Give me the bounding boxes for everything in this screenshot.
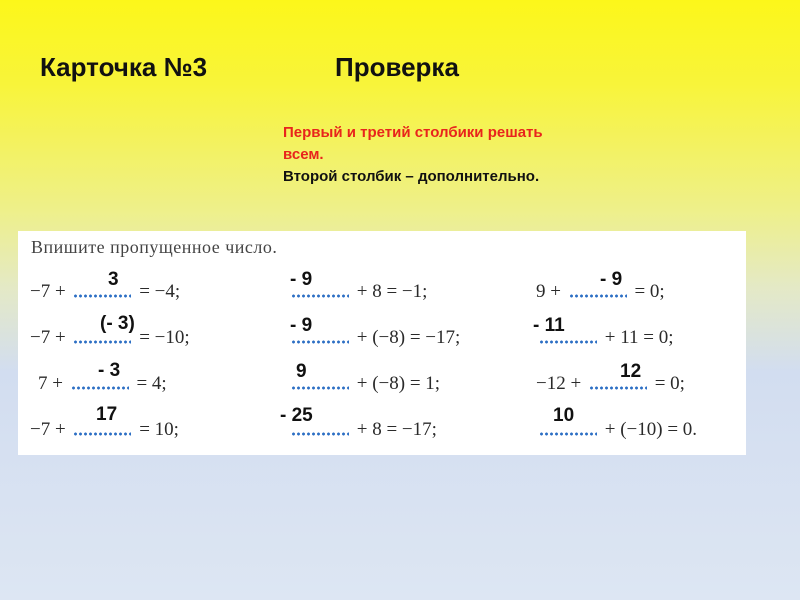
check-title: Проверка [335, 52, 459, 82]
answer-c1-r1: 3 [108, 269, 119, 290]
answer-c1-r2: (- 3) [100, 313, 135, 334]
equation-c2-r1: + 8 = −1; [288, 281, 427, 303]
answer-c1-r4: 17 [96, 404, 118, 425]
blank-dots [589, 385, 647, 391]
answer-c3-r3: 12 [620, 361, 642, 382]
equation-c2-r2: + (−8) = −17; [288, 327, 460, 349]
blank-dots [73, 431, 131, 437]
answer-c1-r3: - 3 [98, 360, 121, 381]
blank-dots [291, 385, 349, 391]
equation-c2-r4: + 8 = −17; [288, 419, 437, 441]
equation-c3-r3: −12 + = 0; [536, 373, 685, 394]
blank-dots [539, 431, 597, 437]
answer-c2-r2: - 9 [290, 315, 313, 336]
equation-c1-r4: −7 + = 10; [30, 419, 179, 440]
instruction-line-2: всем. [283, 146, 324, 163]
blank-dots [539, 339, 597, 345]
answer-c3-r1: - 9 [600, 269, 623, 290]
instruction-red [283, 122, 543, 166]
blank-dots [291, 339, 349, 345]
answer-c2-r1: - 9 [290, 269, 313, 290]
blank-dots [73, 339, 131, 345]
blank-dots [291, 431, 349, 437]
equation-c3-r2: + 11 = 0; [536, 327, 674, 349]
blank-dots [569, 293, 627, 299]
answer-c2-r3: 9 [296, 361, 307, 382]
instruction-line-1: Первый и третий столбики решать [283, 124, 543, 141]
exercise-card [18, 231, 746, 455]
blank-dots [291, 293, 349, 299]
equation-c1-r3: 7 + = 4; [38, 373, 167, 394]
equation-c1-r1: −7 + = −4; [30, 281, 181, 302]
blank-dots [73, 293, 131, 299]
equation-c2-r3: + (−8) = 1; [288, 373, 440, 395]
answer-c2-r4: - 25 [280, 405, 313, 426]
equation-c1-r2: −7 + = −10; [30, 327, 190, 348]
card-title: Карточка №3 [40, 52, 208, 82]
exercise-title: Впишите пропущенное число. [31, 237, 278, 257]
blank-dots [71, 385, 129, 391]
equation-c3-r1: 9 + = 0; [536, 281, 665, 302]
answer-c3-r4: 10 [553, 405, 575, 426]
instruction-black: Второй столбик – дополнительно. [283, 168, 540, 185]
answer-c3-r2: - 11 [533, 315, 565, 336]
equation-c3-r4: + (−10) = 0. [536, 419, 697, 441]
